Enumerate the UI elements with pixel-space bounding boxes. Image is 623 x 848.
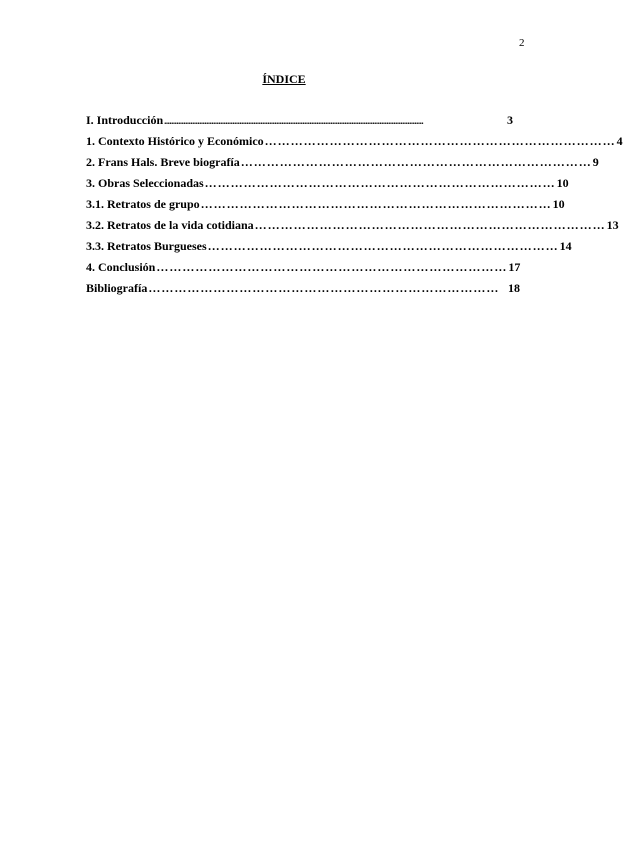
toc-entry-leader: ....................................................................................................................................................	[164, 116, 424, 126]
toc-entry-page: 17	[508, 260, 521, 274]
toc-entry-page: 13	[606, 218, 619, 232]
toc-entry-leader: ………………………………………………………………………	[204, 176, 556, 190]
toc-entry-leader: ………………………………………………………………………	[240, 155, 592, 169]
toc-entry-leader: ………………………………………………………………………	[264, 134, 616, 148]
toc-entry-page: 4	[616, 134, 623, 148]
toc-entry-label: 3. Obras Seleccionadas	[86, 176, 204, 190]
toc-entry-label: I. Introducción	[86, 113, 164, 127]
toc-entry-retratos-burgueses	[86, 239, 572, 260]
toc-entry-page: 14	[559, 239, 572, 253]
toc-entry-leader: ………………………………………………………………………	[148, 281, 500, 295]
toc-entry-biografia	[86, 155, 599, 176]
toc-list	[86, 113, 623, 302]
toc-entry-page: 3	[507, 113, 513, 127]
toc-title: ÍNDICE	[262, 72, 306, 86]
toc-entry-conclusion	[86, 260, 520, 281]
toc-entry-page: 9	[592, 155, 599, 169]
toc-entry-page: 10	[556, 176, 569, 190]
toc-entry-vida-cotidiana	[86, 218, 619, 239]
toc-entry-retratos-grupo	[86, 197, 565, 218]
toc-entry-page: 10	[552, 197, 565, 211]
toc-entry-contexto	[86, 134, 623, 155]
toc-entry-label: Bibliografía	[86, 281, 148, 295]
toc-entry-label: 2. Frans Hals. Breve biografía	[86, 155, 240, 169]
toc-entry-leader: ………………………………………………………………………	[156, 260, 508, 274]
toc-entry-label: 4. Conclusión	[86, 260, 156, 274]
toc-entry-label: 3.2. Retratos de la vida cotidiana	[86, 218, 254, 232]
toc-entry-label: 3.3. Retratos Burgueses	[86, 239, 207, 253]
page-number: 2	[519, 37, 525, 49]
toc-entry-leader: ………………………………………………………………………	[200, 197, 552, 211]
toc-entry-bibliografia	[86, 281, 520, 302]
toc-entry-leader: ………………………………………………………………………	[254, 218, 606, 232]
toc-entry-leader: ………………………………………………………………………	[207, 239, 559, 253]
toc-entry-page: 18	[508, 281, 520, 295]
toc-entry-label: 3.1. Retratos de grupo	[86, 197, 200, 211]
toc-entry-label: 1. Contexto Histórico y Económico	[86, 134, 264, 148]
toc-entry-introduccion	[86, 113, 513, 134]
toc-entry-obras	[86, 176, 569, 197]
